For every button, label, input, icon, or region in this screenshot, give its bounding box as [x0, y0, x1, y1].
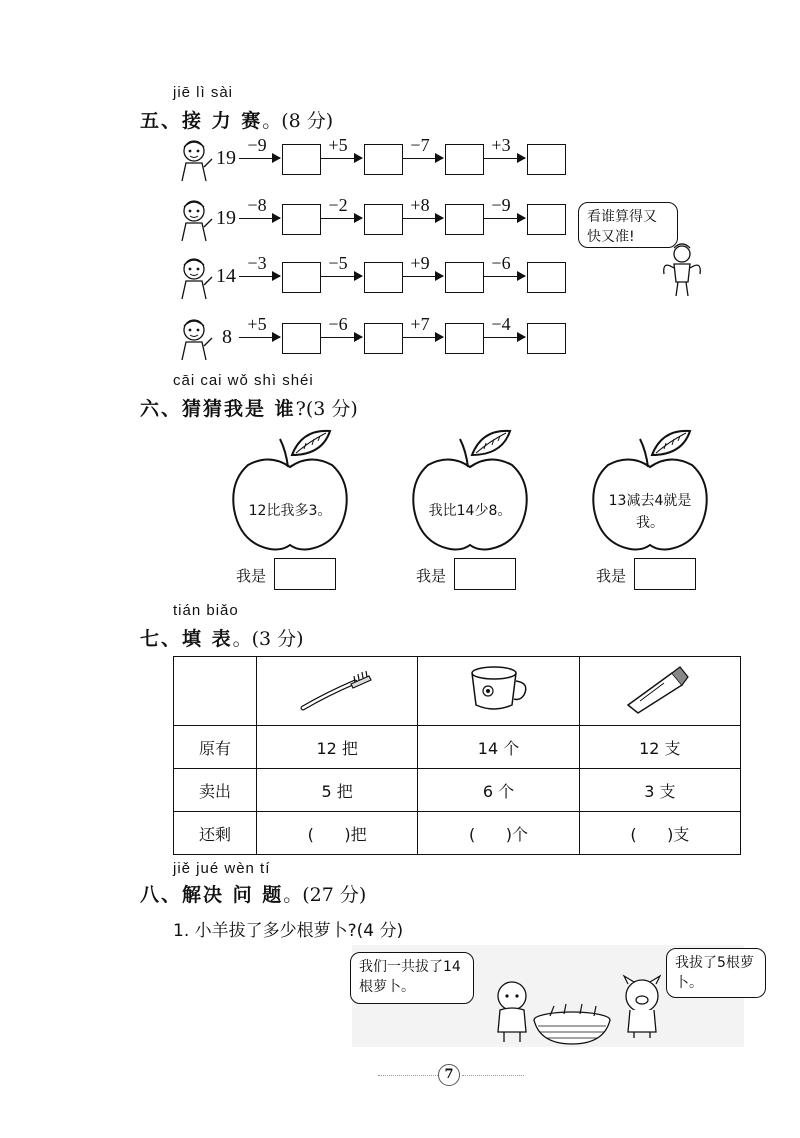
apple-answer-box[interactable] [634, 558, 696, 590]
relay-start-number: 8 [222, 326, 232, 348]
answer-label: 我是 [596, 567, 627, 585]
section5-pinyin: jiē lì sài [173, 84, 234, 101]
section6-number: 六、 [140, 398, 183, 420]
relay-arrow [483, 158, 525, 159]
table-cell[interactable]: ( )支 [579, 812, 740, 855]
answer-box[interactable] [364, 323, 403, 354]
answer-box[interactable] [445, 144, 484, 175]
row-label-cell: 卖出 [174, 769, 257, 812]
table-cell: 12 支 [579, 726, 740, 769]
section8-heading [140, 880, 366, 907]
footer-dots-right [462, 1075, 524, 1076]
answer-box[interactable] [527, 262, 566, 293]
relay-operation: −8 [247, 195, 267, 215]
relay-operation: +3 [491, 135, 511, 155]
relay-operation: −4 [491, 314, 511, 334]
child-icon [176, 255, 216, 301]
apple-riddle-text: 我比14少8。 [428, 503, 512, 519]
relay-arrow [483, 276, 525, 277]
relay-arrow [483, 337, 525, 338]
answer-box[interactable] [527, 144, 566, 175]
relay-arrow [402, 337, 443, 338]
answer-box[interactable] [445, 204, 484, 235]
relay-arrow [320, 276, 362, 277]
answer-box[interactable] [364, 262, 403, 293]
pig-speech-bubble: 我拔了5根萝卜。 [666, 948, 766, 998]
cup-icon [458, 661, 538, 717]
relay-arrow [239, 218, 280, 219]
section8-title: 解决 问 题 [182, 884, 284, 906]
answer-box[interactable] [527, 204, 566, 235]
answer-box[interactable] [282, 323, 321, 354]
relay-operation: −6 [491, 253, 511, 273]
table-row [174, 812, 741, 855]
pig-icon [612, 974, 670, 1040]
relay-arrow [320, 218, 362, 219]
table-cell: 14 个 [418, 726, 579, 769]
relay-arrow [320, 158, 362, 159]
fairy-icon [660, 240, 704, 300]
section6-pinyin: cāi cai wǒ shì shéi [173, 372, 314, 389]
relay-operation: +9 [410, 253, 430, 273]
child-icon [176, 316, 216, 362]
section5-points: 。(8 分) [262, 110, 334, 132]
relay-operation: −3 [247, 253, 267, 273]
relay-arrow [320, 337, 362, 338]
question-1: 1. 小羊拔了多少根萝卜?(4 分) [173, 921, 404, 941]
section8-points: 。(27 分) [283, 884, 367, 906]
answer-box[interactable] [282, 204, 321, 235]
section5-title: 接 力 赛 [182, 110, 263, 132]
apple-riddle-text: 13减去4就是我。 [608, 493, 692, 531]
relay-start-number: 19 [216, 207, 236, 229]
relay-operation: −9 [247, 135, 267, 155]
footer-dots-left [378, 1075, 438, 1076]
toothbrush-icon [297, 664, 377, 714]
relay-operation: −7 [410, 135, 430, 155]
child-icon [176, 197, 216, 243]
apple-answer-box[interactable] [454, 558, 516, 590]
page-number: 7 [438, 1064, 460, 1086]
sheep-speech-bubble: 我们一共拔了14根萝卜。 [350, 952, 474, 1004]
apple-icon [230, 425, 350, 555]
answer-box[interactable] [445, 262, 484, 293]
fill-table [173, 656, 741, 855]
table-corner-cell [174, 657, 257, 726]
answer-box[interactable] [282, 144, 321, 175]
relay-arrow [483, 218, 525, 219]
relay-operation: +8 [410, 195, 430, 215]
section8-number: 八、 [140, 884, 183, 906]
answer-box[interactable] [527, 323, 566, 354]
answer-box[interactable] [364, 144, 403, 175]
answer-label: 我是 [236, 567, 267, 585]
row-label-cell: 原有 [174, 726, 257, 769]
section6-heading [140, 394, 358, 421]
apple-riddle-text: 12比我多3。 [248, 503, 332, 519]
relay-operation: −6 [328, 314, 348, 334]
answer-label: 我是 [416, 567, 447, 585]
table-cell[interactable]: ( )把 [257, 812, 418, 855]
relay-operation: +5 [328, 135, 348, 155]
section7-pinyin: tián biǎo [173, 602, 239, 619]
table-cell: 5 把 [257, 769, 418, 812]
section6-title: 猜猜我是 谁 [182, 398, 296, 420]
table-cell: 3 支 [579, 769, 740, 812]
relay-arrow [402, 158, 443, 159]
section7-title: 填 表 [182, 628, 233, 650]
relay-operation: −9 [491, 195, 511, 215]
relay-operation: +7 [410, 314, 430, 334]
relay-operation: −2 [328, 195, 348, 215]
relay-operation: +5 [247, 314, 267, 334]
carrot-basket-icon [530, 1004, 614, 1048]
table-cell: 12 把 [257, 726, 418, 769]
relay-start-number: 19 [216, 147, 236, 169]
row-label-cell: 还剩 [174, 812, 257, 855]
relay-arrow [402, 218, 443, 219]
cup-header-cell [418, 657, 579, 726]
section7-number: 七、 [140, 628, 183, 650]
table-cell[interactable]: ( )个 [418, 812, 579, 855]
table-row [174, 769, 741, 812]
relay-arrow [239, 276, 280, 277]
answer-box[interactable] [445, 323, 484, 354]
section7-heading [140, 624, 304, 651]
section5-heading [140, 106, 333, 133]
relay-speech-bubble: 看谁算得又快又准! [578, 202, 678, 248]
section5-number: 五、 [140, 110, 183, 132]
apple-icon [410, 425, 530, 555]
apple-answer-box[interactable] [274, 558, 336, 590]
relay-operation: −5 [328, 253, 348, 273]
table-row [174, 726, 741, 769]
section6-points: ?(3 分) [295, 398, 358, 420]
answer-box[interactable] [364, 204, 403, 235]
relay-arrow [239, 337, 280, 338]
toothpaste-icon [620, 661, 700, 717]
table-cell: 6 个 [418, 769, 579, 812]
section8-pinyin: jiě jué wèn tí [173, 860, 271, 877]
answer-box[interactable] [282, 262, 321, 293]
relay-arrow [239, 158, 280, 159]
relay-start-number: 14 [216, 265, 236, 287]
section7-points: 。(3 分) [232, 628, 304, 650]
toothpaste-header-cell [579, 657, 740, 726]
child-icon [176, 137, 216, 183]
toothbrush-header-cell [257, 657, 418, 726]
relay-arrow [402, 276, 443, 277]
